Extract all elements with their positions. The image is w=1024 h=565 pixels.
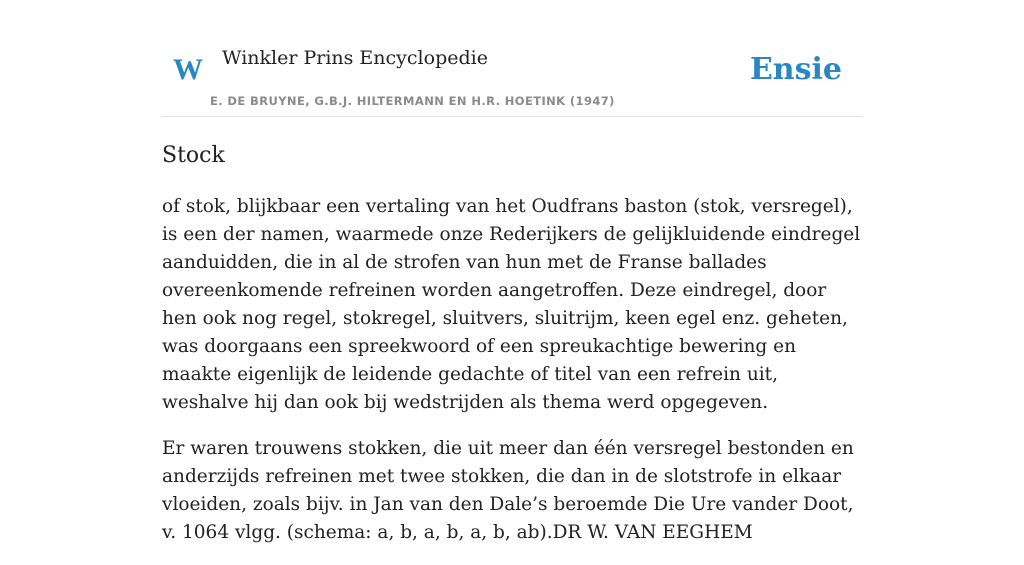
- article-paragraph: Er waren trouwens stokken, die uit meer dan één versregel bestonden en anderzijds refreinen met twee stokken, die dan in de slotstrofe in elkaar vloeiden, zoals bijv. in Jan van den Dale’s beroemde Die Ure vander Doot, v. 1064 vlgg. (schema: a, b, a, b, a, b, ab).DR W. VAN EEGHEM: [162, 438, 854, 543]
- article-paragraph: of stok, blijkbaar een vertaling van het Oudfrans baston (stok, versregel), is een der namen, waarmede onze Rederijkers de gelijkluidende eindregel aanduidden, die in al de strofen van hun met de Franse ballades overeenkomende refreinen worden aangetroffen. Deze eindregel, door hen ook nog regel, stokregel, sluitvers, sluitrijm, keen egel enz. geheten, was doorgaans een spreekwoord of een spreukachtige bewering en maakte eigenlijk de leidende gedachte of titel van een refrein uit, weshalve hij dan ook bij wedstrijden als thema werd opgegeven.: [162, 196, 861, 413]
- article-body: [162, 193, 862, 547]
- article-title: Stock: [162, 143, 225, 168]
- source-book-title[interactable]: Winkler Prins Encyclopedie: [222, 47, 488, 69]
- article-page: [162, 0, 862, 565]
- source-book-authors: E. DE BRUYNE, G.B.J. HILTERMANN EN H.R. HOETINK (1947): [210, 94, 615, 108]
- ensie-logo-link[interactable]: Ensie: [749, 52, 842, 87]
- source-header: [162, 0, 862, 117]
- source-logo[interactable]: W: [173, 53, 203, 86]
